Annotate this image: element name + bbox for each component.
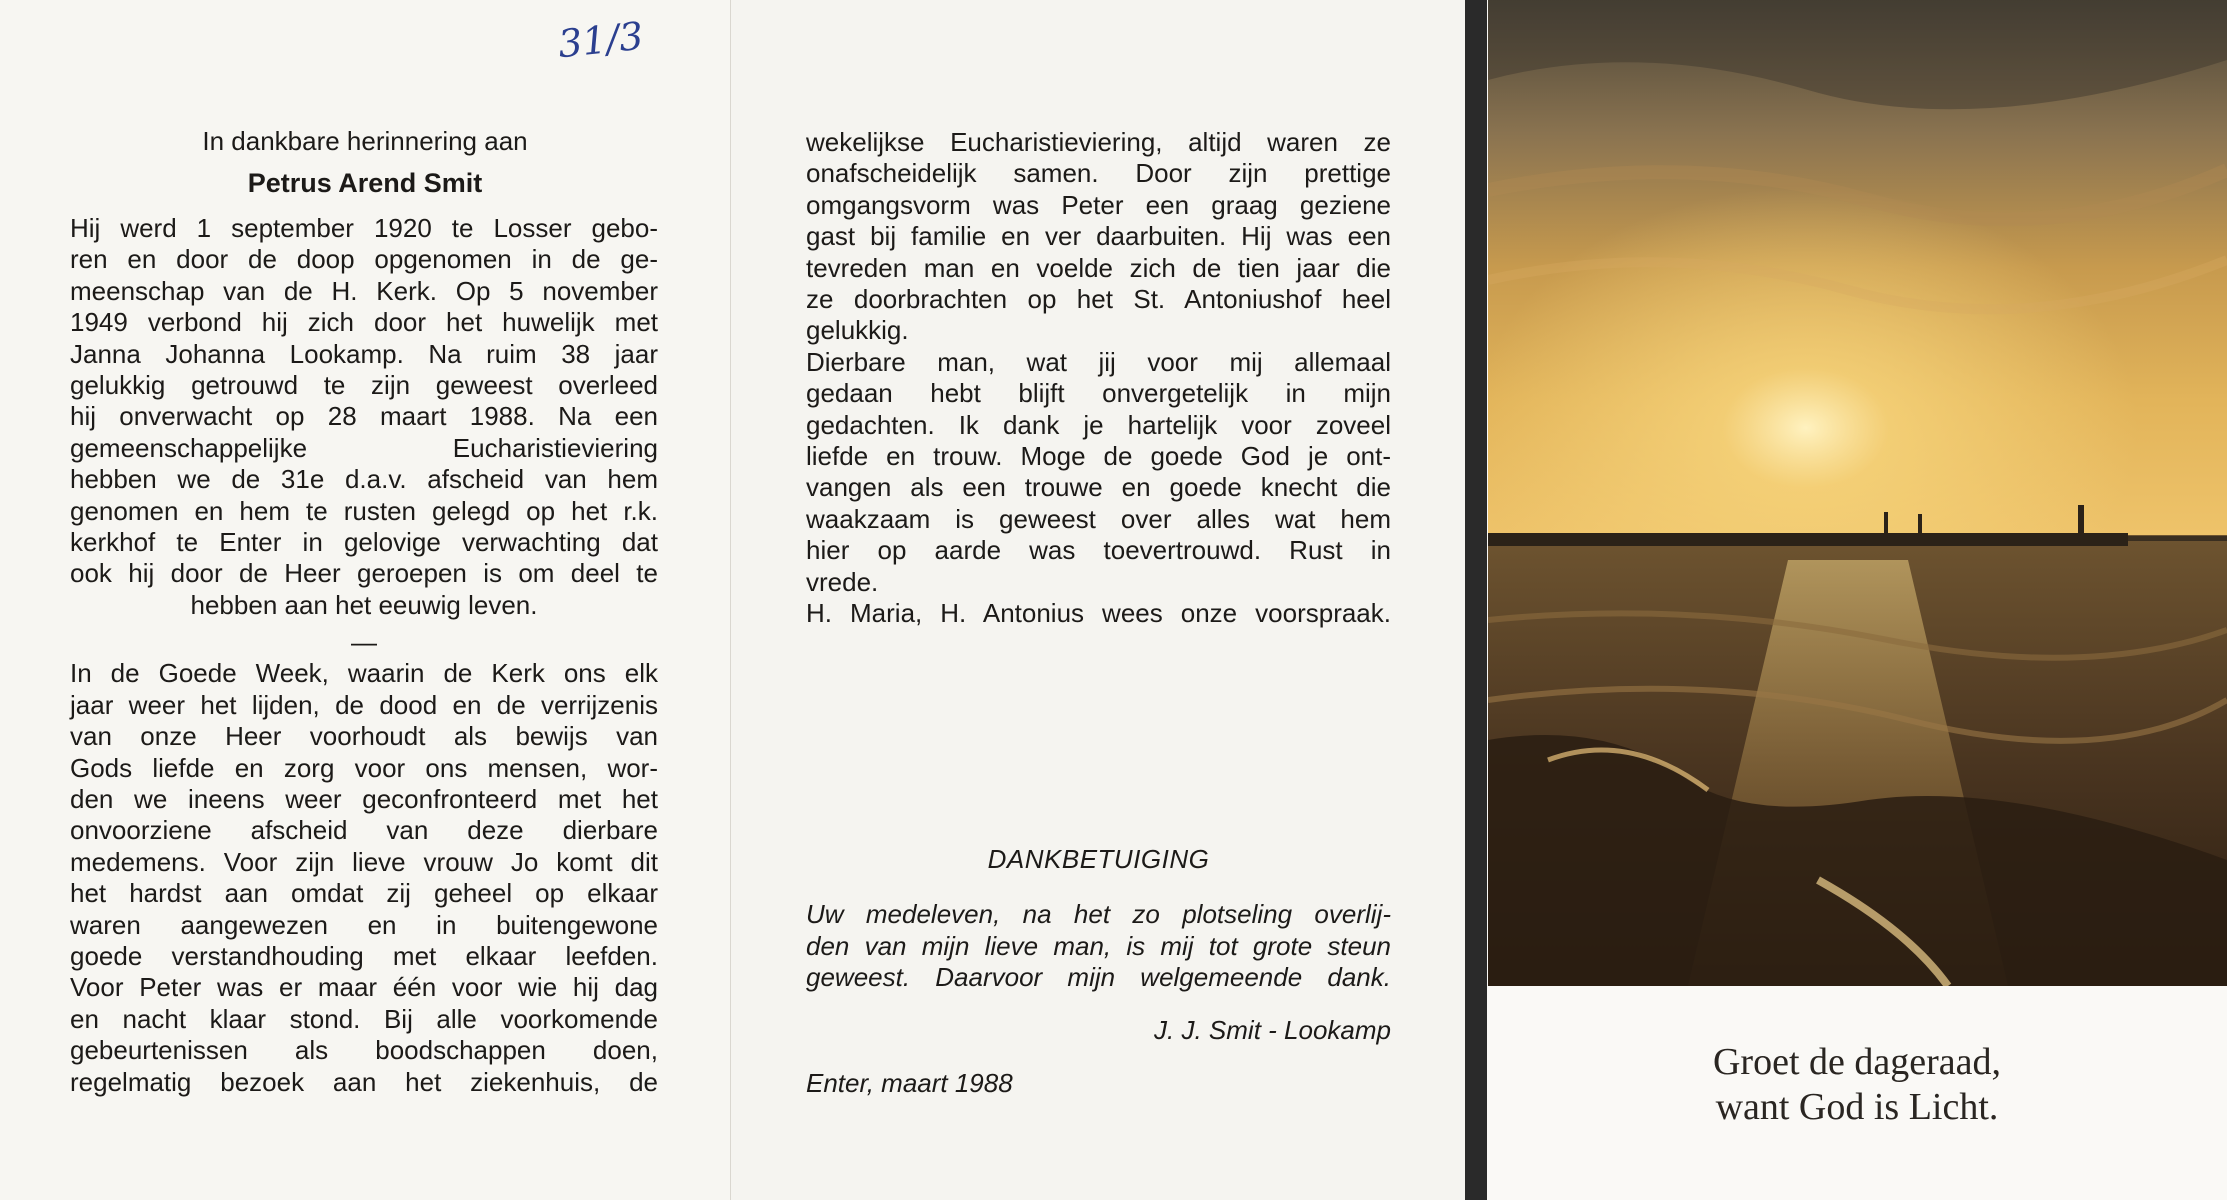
thanks-text bbox=[806, 899, 1391, 994]
text-line: hebben aan het eeuwig leven. bbox=[190, 589, 538, 620]
text-line: wekelijkse Eucharistieviering, altijd waren ze bbox=[806, 127, 1391, 157]
text-line: van onze Heer voorhoudt als bewijs van bbox=[70, 721, 658, 752]
text-line: en nacht klaar stond. Bij alle voorkomende bbox=[70, 1003, 658, 1034]
intro-line: In dankbare herinnering aan bbox=[202, 126, 528, 156]
text-line: H. Maria, H. Antonius wees onze voorspraak. bbox=[806, 598, 1391, 629]
text-line: regelmatig bezoek aan het ziekenhuis, de bbox=[70, 1066, 658, 1097]
text-line: goede verstandhouding met elkaar leefden. bbox=[70, 941, 658, 972]
caption-line-1: Groet de dageraad, bbox=[1712, 1041, 2001, 1083]
deceased-name: Petrus Arend Smit bbox=[247, 168, 483, 198]
text-line: omgangsvorm was Peter een graag geziene bbox=[806, 189, 1391, 220]
signature: J. J. Smit - Lookamp bbox=[1154, 1015, 1391, 1045]
text-line: waakzaam is geweest over alles wat hem bbox=[806, 503, 1391, 534]
text-line: Hij werd 1 september 1920 te Losser gebo- bbox=[70, 213, 658, 243]
text-line: ze doorbrachten op het St. Antoniushof heel bbox=[806, 284, 1391, 315]
scan-gap bbox=[1465, 0, 1487, 1200]
text-line: jaar weer het lijden, de dood en de verrijzenis bbox=[70, 689, 658, 720]
text-line: gast bij familie en ver daarbuiten. Hij was een bbox=[806, 221, 1391, 252]
text-line: het hardst aan omdat zij geheel op elkaar bbox=[70, 878, 658, 909]
text-line: den van mijn lieve man, is mij tot grote steun bbox=[806, 930, 1391, 961]
text-line: onvoorziene afscheid van deze dierbare bbox=[70, 815, 658, 846]
text-line: Uw medeleven, na het zo plotseling overlij- bbox=[806, 899, 1391, 929]
photo-caption bbox=[1487, 1040, 2227, 1130]
text-line: gelukkig. bbox=[806, 315, 909, 346]
text-line: geweest. Daarvoor mijn welgemeende dank. bbox=[806, 962, 1391, 992]
separator-dash: — bbox=[351, 627, 377, 657]
goede-week-paragraph bbox=[70, 627, 658, 1098]
text-line: gemeenschappelijke Eucharistieviering bbox=[70, 432, 658, 463]
text-line: ren en door de doop opgenomen in de ge- bbox=[70, 244, 658, 275]
handwritten-note: 31/3 bbox=[555, 13, 646, 67]
place-date: Enter, maart 1988 bbox=[806, 1068, 1013, 1098]
text-line: genomen en hem te rusten gelegd op het r.k. bbox=[70, 495, 658, 526]
sunset-image bbox=[1488, 0, 2227, 986]
text-line: gebeurtenissen als boodschappen doen, bbox=[70, 1035, 658, 1066]
text-line: hebben we de 31e d.a.v. afscheid van hem bbox=[70, 464, 658, 495]
text-line: In de Goede Week, waarin de Kerk ons elk bbox=[70, 658, 658, 689]
tribute-paragraph bbox=[806, 127, 1391, 630]
text-line: gedaan hebt blijft onvergetelijk in mijn bbox=[806, 378, 1391, 409]
biography-paragraph bbox=[70, 213, 658, 621]
sunset-sea-photo bbox=[1488, 0, 2227, 986]
text-line: gedachten. Ik dank je hartelijk voor zoveel bbox=[806, 409, 1391, 440]
text-line: gelukkig getrouwd te zijn geweest overleed bbox=[70, 370, 658, 401]
text-line: ook hij door de Heer geroepen is om deel te bbox=[70, 558, 658, 589]
text-line: tevreden man en voelde zich de tien jaar die bbox=[806, 252, 1391, 283]
text-line: waren aangewezen en in buitengewone bbox=[70, 909, 658, 940]
thanks-title: DANKBETUIGING bbox=[987, 844, 1210, 874]
text-line: Voor Peter was er maar één voor wie hij dag bbox=[70, 972, 658, 1003]
text-line: Dierbare man, wat jij voor mij allemaal bbox=[806, 346, 1391, 377]
text-line: Gods liefde en zorg voor ons mensen, wor- bbox=[70, 752, 658, 783]
text-line: kerkhof te Enter in gelovige verwachting dat bbox=[70, 527, 658, 558]
text-line: medemens. Voor zijn lieve vrouw Jo komt dit bbox=[70, 846, 658, 877]
text-line: Janna Johanna Lookamp. Na ruim 38 jaar bbox=[70, 338, 658, 369]
text-line: meenschap van de H. Kerk. Op 5 november bbox=[70, 275, 658, 306]
text-line: vangen als een trouwe en goede knecht die bbox=[806, 472, 1391, 503]
text-line: liefde en trouw. Moge de goede God je ont- bbox=[806, 441, 1391, 472]
text-line: hier op aarde was toevertrouwd. Rust in bbox=[806, 535, 1391, 566]
text-line: den we ineens weer geconfronteerd met het bbox=[70, 784, 658, 815]
text-line: 1949 verbond hij zich door het huwelijk met bbox=[70, 307, 658, 338]
text-line: vrede. bbox=[806, 566, 879, 597]
caption-line-2: want God is Licht. bbox=[1715, 1086, 1999, 1128]
card-middle-page bbox=[730, 0, 1465, 1200]
text-line: hij onverwacht op 28 maart 1988. Na een bbox=[70, 401, 658, 432]
card-left-page bbox=[0, 0, 730, 1200]
text-line: onafscheidelijk samen. Door zijn prettige bbox=[806, 158, 1391, 189]
